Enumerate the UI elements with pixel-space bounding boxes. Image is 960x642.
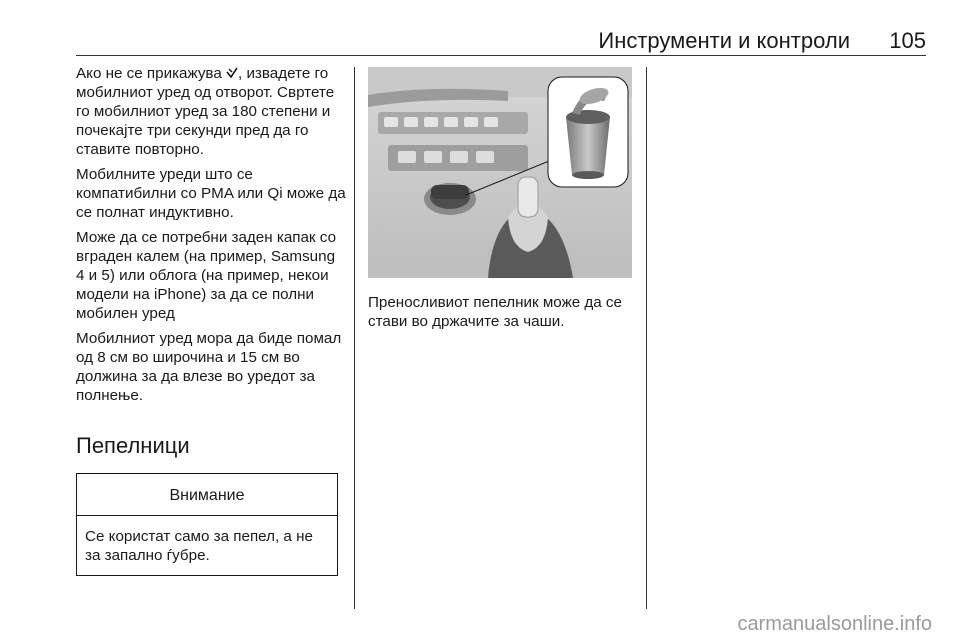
left-column xyxy=(76,64,346,576)
notice-heading: Внимание xyxy=(77,474,337,516)
watermark: carmanualsonline.info xyxy=(737,613,932,635)
paragraph-text: , извадете го мобилниот уред од отворот. Свртете го мобилниот уред за 180 степени и почекајте три секунди пред да го ставите повторно. xyxy=(76,65,335,158)
page-number: 105 xyxy=(889,28,926,53)
paragraph-text: Ако не се прикажува xyxy=(76,65,226,82)
notice-box xyxy=(76,473,338,576)
page-header-title: Инструменти и контроли xyxy=(598,28,850,53)
notice-text: Се користат само за пепел, а не за запално ѓубре. xyxy=(85,528,313,564)
ashtray-illustration xyxy=(368,67,632,278)
paragraph-remove-device xyxy=(76,64,346,159)
paragraph-compatible: Мобилните уреди што се компатибилни со PMA или Qi може да се полнат индуктивно. xyxy=(76,166,346,221)
column-divider-right xyxy=(646,67,647,609)
paragraph-size: Мобилниот уред мора да биде помал од 8 см во широчина и 15 см во должина за да влезе во уредот за полнење. xyxy=(76,330,342,404)
section-title: Пепелници xyxy=(76,433,190,458)
column-divider-left xyxy=(354,67,355,609)
figure-caption: Преносливиот пепелник може да се стави во држачите за чаши. xyxy=(368,294,622,330)
charging-check-icon xyxy=(226,67,238,79)
paragraph-back-cover: Може да се потребни заден капак со вграден калем (на пример, Samsung 4 и 5) или облога (на пример, некои модели на iPhone) за да се полни мобилен уред xyxy=(76,229,337,322)
header-rule xyxy=(76,55,926,56)
